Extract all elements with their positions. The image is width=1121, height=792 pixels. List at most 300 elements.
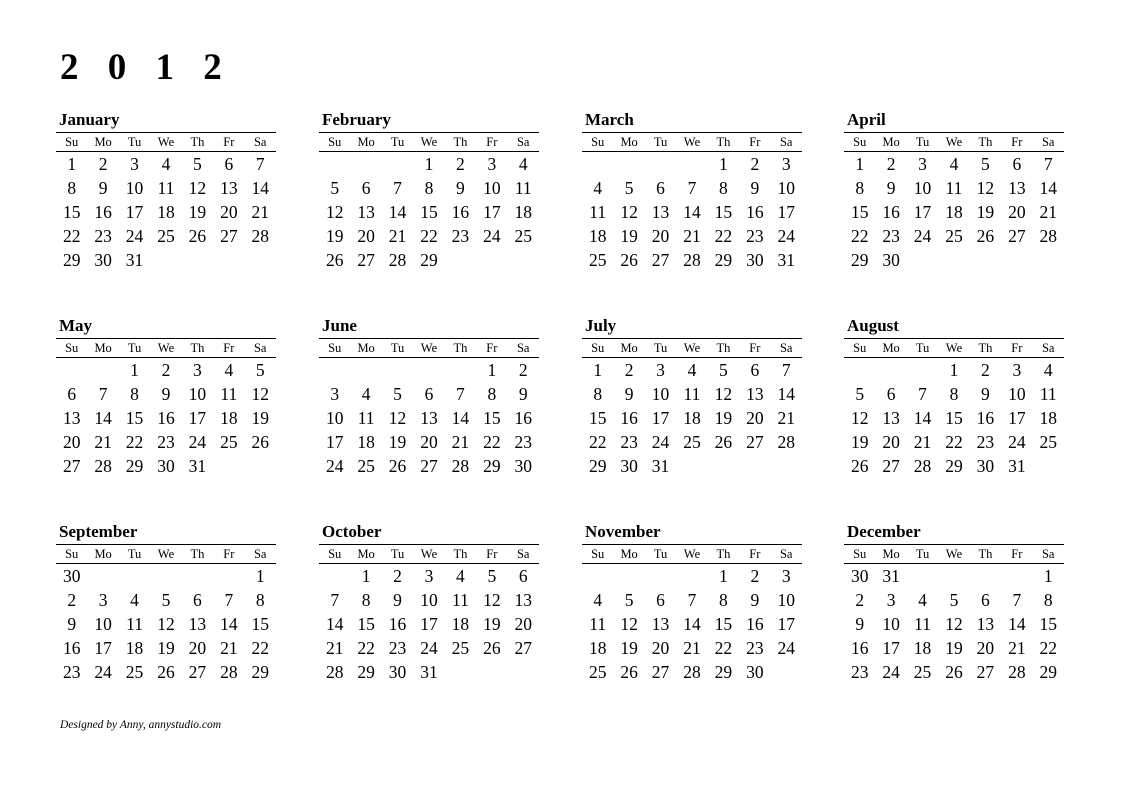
day-cell: 30 xyxy=(94,250,112,270)
day-cell xyxy=(150,272,181,296)
day-cell: 31 xyxy=(188,456,207,476)
day-cell: 10 xyxy=(882,614,900,634)
day-cell: 4 xyxy=(593,590,603,610)
day-cell: 7 xyxy=(456,384,465,404)
weekday-label: Th xyxy=(190,134,205,149)
weekday-label: Fr xyxy=(749,546,761,561)
weekday-label: Mo xyxy=(882,546,900,561)
day-cell: 1 xyxy=(67,154,77,174)
day-cell xyxy=(907,358,938,382)
month-april xyxy=(844,110,1064,296)
weekday-label: Sa xyxy=(253,546,267,561)
day-cell xyxy=(771,660,802,684)
day-cell xyxy=(613,272,644,296)
day-cell xyxy=(213,684,244,708)
day-cell: 28 xyxy=(220,662,238,682)
day-cell: 19 xyxy=(850,432,869,452)
weekday-label: Mo xyxy=(357,546,375,561)
day-cell: 10 xyxy=(94,614,112,634)
day-cell: 24 xyxy=(777,226,795,246)
day-cell: 3 xyxy=(1012,360,1022,380)
weekday-label: Su xyxy=(591,340,605,355)
day-cell xyxy=(382,358,413,382)
day-cell: 11 xyxy=(126,614,143,634)
day-cell: 7 xyxy=(98,384,108,404)
day-cell xyxy=(382,272,413,296)
day-cell: 3 xyxy=(330,384,340,404)
weekday-label: Sa xyxy=(779,134,793,149)
weekday-label: Mo xyxy=(94,134,112,149)
day-cell: 10 xyxy=(777,590,795,610)
month-name: March xyxy=(585,110,634,129)
day-cell xyxy=(508,478,539,502)
day-cell: 8 xyxy=(67,178,77,198)
day-cell: 19 xyxy=(714,408,733,428)
day-cell: 17 xyxy=(882,638,900,658)
weekday-label: Su xyxy=(65,546,79,561)
day-cell xyxy=(676,684,707,708)
weekday-label: Fr xyxy=(486,340,498,355)
weekday-label: Sa xyxy=(779,340,793,355)
day-cell: 17 xyxy=(420,614,438,634)
day-cell xyxy=(875,272,906,296)
day-cell xyxy=(350,478,381,502)
month-name: May xyxy=(59,316,93,335)
weekday-header xyxy=(319,544,539,564)
day-cell: 9 xyxy=(886,178,896,198)
weekday-label: Th xyxy=(978,340,993,355)
day-cell: 30 xyxy=(850,566,869,586)
day-cell: 15 xyxy=(714,614,733,634)
day-cell: 20 xyxy=(420,432,438,452)
day-cell: 13 xyxy=(746,384,764,404)
day-cell: 21 xyxy=(251,202,269,222)
day-cell: 22 xyxy=(357,638,375,658)
day-cell: 23 xyxy=(746,226,764,246)
day-cell: 10 xyxy=(483,178,501,198)
day-cell: 16 xyxy=(746,202,764,222)
day-grid xyxy=(582,564,802,708)
day-cell: 9 xyxy=(161,384,171,404)
day-cell xyxy=(844,684,875,708)
weekday-label: Sa xyxy=(253,134,267,149)
day-cell: 6 xyxy=(424,384,434,404)
day-cell xyxy=(739,478,770,502)
day-cell: 14 xyxy=(777,384,795,404)
day-cell: 1 xyxy=(1043,566,1053,586)
day-cell: 12 xyxy=(388,408,407,428)
day-cell: 29 xyxy=(1039,662,1057,682)
day-cell: 29 xyxy=(483,456,501,476)
day-cell: 18 xyxy=(157,202,175,222)
day-cell xyxy=(445,478,476,502)
day-cell: 9 xyxy=(750,590,760,610)
weekday-label: Fr xyxy=(223,546,235,561)
day-cell: 23 xyxy=(62,662,81,682)
day-cell: 3 xyxy=(656,360,665,380)
day-grid xyxy=(56,152,276,320)
weekday-label: Th xyxy=(978,134,993,149)
weekday-header xyxy=(56,544,276,564)
day-cell: 21 xyxy=(913,432,932,452)
day-cell xyxy=(1001,248,1032,272)
day-cell xyxy=(676,152,707,176)
day-cell: 19 xyxy=(620,638,638,658)
day-cell xyxy=(319,358,350,382)
day-cell xyxy=(150,564,181,588)
day-cell: 1 xyxy=(719,566,728,586)
day-cell xyxy=(319,478,350,502)
day-cell: 30 xyxy=(388,662,407,682)
day-cell: 9 xyxy=(750,178,760,198)
weekday-label: Fr xyxy=(1011,546,1023,561)
day-cell: 7 xyxy=(781,360,791,380)
day-cell: 5 xyxy=(855,384,865,404)
day-cell: 28 xyxy=(683,662,701,682)
day-cell: 21 xyxy=(1039,202,1057,222)
day-cell: 19 xyxy=(945,638,963,658)
day-cell xyxy=(645,684,676,708)
day-cell: 5 xyxy=(624,590,634,610)
day-cell xyxy=(445,272,476,296)
day-cell: 5 xyxy=(330,178,340,198)
day-cell: 24 xyxy=(188,432,207,452)
day-cell: 6 xyxy=(981,590,990,610)
day-cell: 14 xyxy=(1039,178,1057,198)
day-cell xyxy=(907,684,938,708)
day-cell xyxy=(708,684,739,708)
weekday-label: Mo xyxy=(94,546,112,561)
day-cell: 1 xyxy=(719,154,728,174)
day-cell xyxy=(938,564,969,588)
day-cell: 9 xyxy=(624,384,634,404)
day-cell: 28 xyxy=(94,456,112,476)
day-cell: 27 xyxy=(220,226,238,246)
day-cell xyxy=(645,272,676,296)
day-cell xyxy=(582,152,613,176)
day-cell: 13 xyxy=(1008,178,1026,198)
day-cell: 1 xyxy=(361,566,371,586)
day-cell: 27 xyxy=(514,638,532,658)
day-cell: 24 xyxy=(94,662,112,682)
day-cell: 5 xyxy=(624,178,634,198)
day-cell: 2 xyxy=(886,154,896,174)
day-cell: 15 xyxy=(251,614,269,634)
month-february xyxy=(319,110,539,296)
weekday-label: Tu xyxy=(390,134,405,149)
day-cell: 18 xyxy=(357,432,375,452)
day-cell: 2 xyxy=(456,154,465,174)
day-cell xyxy=(213,564,244,588)
weekday-label: Su xyxy=(65,134,79,149)
weekday-label: Sa xyxy=(516,134,530,149)
day-cell: 1 xyxy=(130,360,139,380)
designer-credit: Designed by Anny, annystudio.com xyxy=(60,719,222,731)
weekday-label: Tu xyxy=(390,340,405,355)
day-cell: 19 xyxy=(620,226,638,246)
day-cell: 8 xyxy=(487,384,497,404)
weekday-label: Th xyxy=(453,340,468,355)
day-cell: 23 xyxy=(850,662,869,682)
day-cell: 19 xyxy=(325,226,344,246)
day-cell xyxy=(739,684,770,708)
day-cell xyxy=(771,272,802,296)
day-cell xyxy=(771,454,802,478)
day-cell: 2 xyxy=(98,154,108,174)
day-grid xyxy=(844,358,1064,502)
weekday-label: We xyxy=(945,546,963,561)
weekday-label: Th xyxy=(716,340,731,355)
day-cell: 23 xyxy=(620,432,638,452)
weekday-label: Tu xyxy=(653,546,668,561)
day-cell: 25 xyxy=(1039,432,1057,452)
day-cell: 17 xyxy=(651,408,670,428)
day-cell xyxy=(245,478,276,502)
day-cell: 1 xyxy=(855,154,865,174)
day-cell: 19 xyxy=(251,408,269,428)
day-cell: 6 xyxy=(361,178,371,198)
day-cell: 4 xyxy=(687,360,697,380)
day-cell: 6 xyxy=(656,178,665,198)
day-cell xyxy=(582,564,613,588)
day-cell: 31 xyxy=(882,566,900,586)
day-cell: 16 xyxy=(514,408,532,428)
day-cell: 10 xyxy=(125,178,144,198)
day-cell: 22 xyxy=(1039,638,1057,658)
day-cell xyxy=(87,478,118,502)
day-cell: 9 xyxy=(98,178,108,198)
day-cell xyxy=(150,684,181,708)
weekday-label: We xyxy=(157,134,175,149)
day-cell: 4 xyxy=(518,154,528,174)
weekday-label: Fr xyxy=(1011,340,1023,355)
day-cell: 6 xyxy=(1012,154,1022,174)
day-cell xyxy=(182,478,213,502)
weekday-label: Su xyxy=(853,546,867,561)
day-cell: 9 xyxy=(981,384,990,404)
day-cell xyxy=(771,478,802,502)
day-cell: 18 xyxy=(683,408,701,428)
month-name: July xyxy=(585,316,617,335)
day-cell: 6 xyxy=(656,590,665,610)
day-cell xyxy=(119,564,150,588)
day-cell: 11 xyxy=(514,178,532,198)
day-cell: 30 xyxy=(62,566,81,586)
day-cell xyxy=(445,660,476,684)
weekday-label: Mo xyxy=(882,134,900,149)
day-cell: 5 xyxy=(981,154,990,174)
day-cell xyxy=(907,478,938,502)
day-cell: 25 xyxy=(683,432,701,452)
day-cell: 10 xyxy=(420,590,438,610)
year-title: 2 0 1 2 xyxy=(60,47,232,88)
day-cell: 18 xyxy=(913,638,932,658)
day-cell xyxy=(476,478,507,502)
day-cell: 21 xyxy=(325,638,344,658)
month-name: February xyxy=(322,110,391,129)
day-cell: 30 xyxy=(746,250,764,270)
day-cell: 31 xyxy=(1008,456,1026,476)
weekday-label: Su xyxy=(591,546,605,561)
day-cell: 16 xyxy=(850,638,869,658)
day-cell: 21 xyxy=(451,432,470,452)
day-cell: 20 xyxy=(220,202,238,222)
day-cell xyxy=(938,272,969,296)
weekday-label: Mo xyxy=(94,340,112,355)
day-cell xyxy=(445,248,476,272)
day-cell: 28 xyxy=(388,250,407,270)
day-cell: 14 xyxy=(388,202,407,222)
day-cell: 29 xyxy=(945,456,963,476)
day-cell: 29 xyxy=(251,662,269,682)
day-cell: 15 xyxy=(714,202,733,222)
day-cell xyxy=(676,272,707,296)
day-cell: 17 xyxy=(777,614,795,634)
weekday-label: Th xyxy=(716,546,731,561)
day-cell xyxy=(382,478,413,502)
day-cell: 14 xyxy=(683,614,701,634)
day-cell: 29 xyxy=(357,662,375,682)
day-cell: 20 xyxy=(651,638,670,658)
month-name: November xyxy=(585,522,661,541)
day-cell: 10 xyxy=(777,178,795,198)
day-cell: 16 xyxy=(157,408,175,428)
weekday-label: Th xyxy=(716,134,731,149)
day-cell: 24 xyxy=(420,638,438,658)
day-cell: 23 xyxy=(94,226,112,246)
day-cell: 22 xyxy=(483,432,501,452)
day-cell: 8 xyxy=(130,384,139,404)
day-cell: 15 xyxy=(945,408,963,428)
day-cell xyxy=(182,272,213,296)
weekday-label: Th xyxy=(453,546,468,561)
day-cell xyxy=(508,248,539,272)
day-cell: 31 xyxy=(125,250,144,270)
day-cell: 19 xyxy=(157,638,175,658)
day-cell xyxy=(582,478,613,502)
weekday-label: Mo xyxy=(357,134,375,149)
day-cell: 16 xyxy=(620,408,638,428)
day-cell: 26 xyxy=(620,250,638,270)
day-cell: 16 xyxy=(62,638,81,658)
weekday-label: We xyxy=(945,134,963,149)
day-cell: 22 xyxy=(62,226,81,246)
day-cell: 7 xyxy=(224,590,234,610)
day-cell: 23 xyxy=(451,226,470,246)
weekday-header xyxy=(56,338,276,358)
day-cell: 17 xyxy=(325,432,344,452)
day-cell xyxy=(508,272,539,296)
day-cell: 2 xyxy=(393,566,402,586)
day-cell: 9 xyxy=(67,614,77,634)
day-cell: 20 xyxy=(651,226,670,246)
day-cell: 17 xyxy=(913,202,932,222)
day-cell xyxy=(245,248,276,272)
day-cell xyxy=(1033,248,1064,272)
day-cell: 29 xyxy=(62,250,81,270)
day-cell: 17 xyxy=(188,408,207,428)
day-cell: 28 xyxy=(1008,662,1026,682)
day-cell xyxy=(582,272,613,296)
day-cell: 29 xyxy=(125,456,144,476)
day-cell xyxy=(1033,454,1064,478)
day-cell: 25 xyxy=(945,226,963,246)
day-cell: 18 xyxy=(220,408,238,428)
day-grid xyxy=(56,564,276,708)
day-cell: 15 xyxy=(125,408,144,428)
day-cell: 4 xyxy=(456,566,465,586)
day-cell: 4 xyxy=(361,384,371,404)
day-cell: 24 xyxy=(777,638,795,658)
weekday-header xyxy=(319,338,539,358)
month-name: August xyxy=(847,316,899,335)
day-cell: 6 xyxy=(518,566,528,586)
day-cell: 22 xyxy=(588,432,607,452)
day-cell: 12 xyxy=(251,384,269,404)
month-december xyxy=(844,522,1064,708)
day-grid xyxy=(319,152,539,296)
day-cell: 12 xyxy=(850,408,869,428)
day-cell: 30 xyxy=(514,456,532,476)
weekday-header xyxy=(844,338,1064,358)
day-cell: 17 xyxy=(483,202,501,222)
day-cell: 12 xyxy=(620,202,638,222)
day-cell xyxy=(119,684,150,708)
day-cell xyxy=(970,564,1001,588)
day-cell: 25 xyxy=(357,456,375,476)
day-cell: 10 xyxy=(188,384,207,404)
day-cell: 27 xyxy=(62,456,81,476)
day-cell: 4 xyxy=(949,154,959,174)
day-cell: 4 xyxy=(1043,360,1053,380)
day-cell: 8 xyxy=(361,590,371,610)
day-cell: 30 xyxy=(620,456,638,476)
day-cell: 18 xyxy=(588,226,607,246)
day-cell: 4 xyxy=(130,590,139,610)
day-cell: 20 xyxy=(357,226,375,246)
month-name: June xyxy=(322,316,357,335)
day-cell: 27 xyxy=(357,250,375,270)
day-cell: 26 xyxy=(483,638,501,658)
day-cell: 22 xyxy=(714,226,733,246)
day-cell xyxy=(844,478,875,502)
day-cell: 3 xyxy=(130,154,139,174)
weekday-label: We xyxy=(683,134,701,149)
day-cell xyxy=(970,272,1001,296)
day-cell xyxy=(87,358,118,382)
day-cell xyxy=(382,684,413,708)
day-cell: 8 xyxy=(424,178,434,198)
day-cell xyxy=(245,454,276,478)
day-cell: 19 xyxy=(388,432,407,452)
day-cell: 12 xyxy=(620,614,638,634)
day-cell: 16 xyxy=(94,202,112,222)
weekday-label: We xyxy=(157,340,175,355)
day-cell: 18 xyxy=(1039,408,1057,428)
day-cell: 9 xyxy=(518,384,528,404)
day-cell: 11 xyxy=(589,202,607,222)
day-cell xyxy=(613,478,644,502)
day-cell: 8 xyxy=(1043,590,1053,610)
weekday-header xyxy=(844,132,1064,152)
weekday-label: Sa xyxy=(1041,134,1055,149)
weekday-label: Sa xyxy=(1041,340,1055,355)
day-cell: 4 xyxy=(161,154,171,174)
day-cell: 28 xyxy=(325,662,344,682)
month-january xyxy=(56,110,276,320)
day-cell: 16 xyxy=(451,202,470,222)
day-cell: 14 xyxy=(451,408,470,428)
